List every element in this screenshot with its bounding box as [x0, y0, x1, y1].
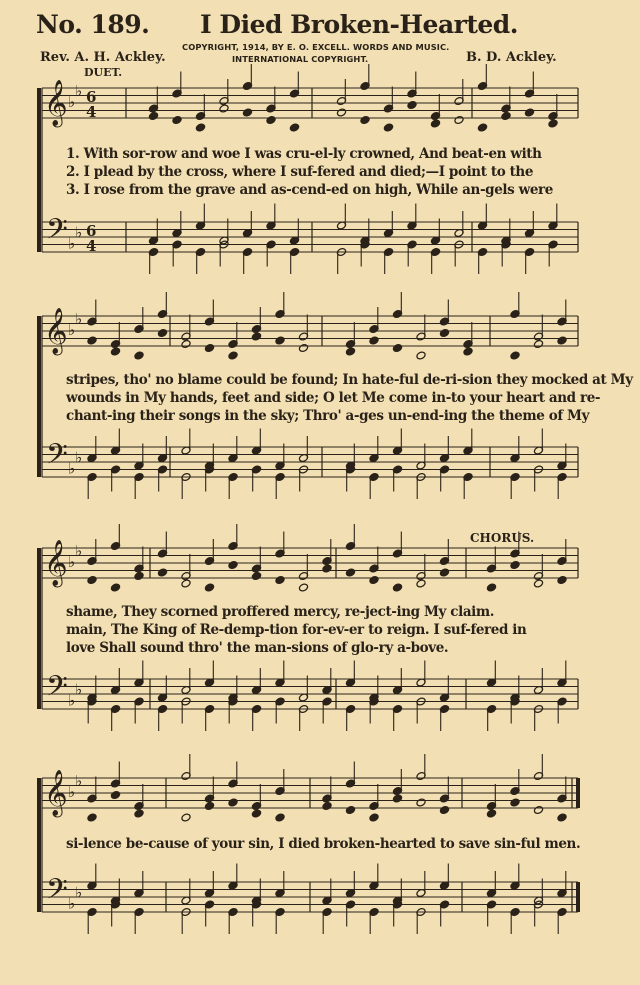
hymn-title: I Died Broken-Hearted.	[200, 10, 518, 39]
note-head	[242, 108, 252, 117]
note-head	[369, 575, 379, 584]
note-head	[204, 583, 214, 592]
time-signature-bottom: 4	[86, 237, 97, 255]
note-head	[524, 108, 534, 117]
flat-sign: ♭	[75, 223, 83, 242]
flat-sign: ♭	[75, 541, 83, 560]
lyric-s4-v1: si-lence be-cause of your sin, I died broken-hearted to save sin-ful men.	[66, 836, 581, 852]
note-head	[557, 575, 567, 584]
note-head	[322, 564, 332, 573]
flat-sign: ♭	[68, 894, 76, 913]
note-head	[533, 579, 543, 588]
note-head	[110, 790, 120, 799]
note-head	[251, 571, 261, 580]
note-head	[148, 111, 158, 120]
note-head	[360, 115, 370, 124]
note-head	[463, 347, 473, 356]
flat-sign: ♭	[75, 680, 83, 699]
note-head	[181, 813, 191, 822]
treble-clef: 𝄞	[44, 308, 68, 354]
flat-sign: ♭	[68, 93, 76, 111]
note-head	[251, 332, 261, 341]
note-head	[486, 583, 496, 592]
note-head	[228, 798, 238, 807]
note-head	[439, 568, 449, 577]
note-head	[204, 343, 214, 352]
note-head	[533, 805, 543, 814]
note-head	[533, 339, 543, 348]
flat-sign: ♭	[75, 448, 83, 467]
note-head	[548, 119, 558, 128]
time-signature-bottom: 4	[86, 103, 97, 121]
bass-clef: 𝄢	[46, 873, 68, 913]
lyric-s3-v3: love Shall sound thro' the man-sions of glo-ry a-bove.	[66, 640, 449, 656]
lyric-s2-v3: chant-ing their songs in the sky; Thro' a-ges un-end-ing the theme of My	[66, 408, 590, 424]
note-head	[416, 351, 426, 360]
note-head	[87, 575, 97, 584]
chorus-label: CHORUS.	[470, 531, 535, 545]
note-head	[266, 115, 276, 124]
copyright-line-2: INTERNATIONAL COPYRIGHT.	[232, 54, 369, 64]
time-signature-top: 6	[86, 222, 97, 240]
copyright-line-1: COPYRIGHT, 1914, BY E. O. EXCELL. WORDS AND MUSIC.	[182, 42, 450, 52]
note-head	[383, 123, 393, 132]
lyric-s1-v2: 2. I plead by the cross, where I suf-fered and died;—I point to the	[66, 164, 534, 180]
note-head	[228, 560, 238, 569]
lyric-s3-v2: main, The King of Re-demp-tion for-ev-er to reign. I suf-fered in	[66, 622, 527, 638]
lyric-s1-v3: 3. I rose from the grave and as-cend-ed on high, While an-gels were	[66, 182, 553, 198]
note-head	[416, 798, 426, 807]
final-barline	[576, 778, 580, 808]
note-head	[275, 575, 285, 584]
note-head	[439, 328, 449, 337]
note-head	[87, 336, 97, 345]
note-head	[369, 336, 379, 345]
note-head	[87, 813, 97, 822]
note-head	[134, 351, 144, 360]
composer-credit: B. D. Ackley.	[466, 50, 557, 65]
note-head	[557, 813, 567, 822]
treble-clef: 𝄞	[44, 770, 68, 816]
note-head	[510, 560, 520, 569]
note-head	[486, 809, 496, 818]
flat-sign: ♭	[68, 553, 76, 571]
note-head	[134, 571, 144, 580]
lyric-s2-v2: wounds in My hands, feet and side; O let Me come in-to your heart and re-	[66, 390, 601, 406]
note-head	[345, 347, 355, 356]
note-head	[322, 801, 332, 810]
note-head	[336, 108, 346, 117]
lyric-s3-v1: shame, They scorned proffered mercy, re-ject-ing My claim.	[66, 604, 495, 620]
note-head	[345, 805, 355, 814]
note-head	[275, 336, 285, 345]
flat-sign: ♭	[75, 771, 83, 790]
note-head	[501, 111, 511, 120]
note-head	[251, 809, 261, 818]
note-head	[454, 115, 464, 124]
hymn-number: No. 189.	[36, 10, 150, 39]
note-head	[228, 351, 238, 360]
author-credit: Rev. A. H. Ackley.	[40, 50, 166, 65]
note-head	[181, 339, 191, 348]
note-head	[407, 100, 417, 109]
note-head	[392, 794, 402, 803]
note-head	[416, 579, 426, 588]
treble-clef: 𝄞	[44, 540, 68, 586]
bass-clef: 𝄢	[46, 438, 68, 478]
note-head	[298, 343, 308, 352]
note-head	[392, 343, 402, 352]
note-head	[477, 123, 487, 132]
note-head	[369, 813, 379, 822]
note-head	[134, 809, 144, 818]
final-barline	[576, 882, 580, 912]
flat-sign: ♭	[75, 81, 83, 100]
flat-sign: ♭	[75, 309, 83, 328]
note-head	[289, 123, 299, 132]
note-head	[392, 583, 402, 592]
note-head	[439, 805, 449, 814]
lyric-s2-v1: stripes, tho' no blame could be found; In hate-ful de-ri-sion they mocked at My	[66, 372, 633, 388]
note-head	[430, 119, 440, 128]
note-head	[510, 351, 520, 360]
note-head	[195, 123, 205, 132]
note-head	[204, 801, 214, 810]
note-head	[157, 568, 167, 577]
note-head	[557, 336, 567, 345]
flat-sign: ♭	[68, 459, 76, 478]
flat-sign: ♭	[68, 321, 76, 339]
lyric-s1-v1: 1. With sor-row and woe I was cru-el-ly crowned, And beat-en with	[66, 146, 542, 162]
duet-label: DUET.	[84, 66, 123, 79]
bass-clef: 𝄢	[46, 670, 68, 710]
note-head	[110, 347, 120, 356]
note-head	[157, 328, 167, 337]
note-head	[219, 104, 229, 113]
note-head	[275, 813, 285, 822]
flat-sign: ♭	[68, 691, 76, 710]
note-head	[298, 583, 308, 592]
note-head	[181, 579, 191, 588]
note-head	[172, 115, 182, 124]
note-head	[510, 798, 520, 807]
flat-sign: ♭	[68, 234, 76, 253]
flat-sign: ♭	[75, 883, 83, 902]
bass-clef: 𝄢	[46, 213, 68, 253]
treble-clef: 𝄞	[44, 80, 68, 126]
note-head	[110, 583, 120, 592]
flat-sign: ♭	[68, 783, 76, 801]
note-head	[345, 568, 355, 577]
time-signature-top: 6	[86, 88, 97, 106]
